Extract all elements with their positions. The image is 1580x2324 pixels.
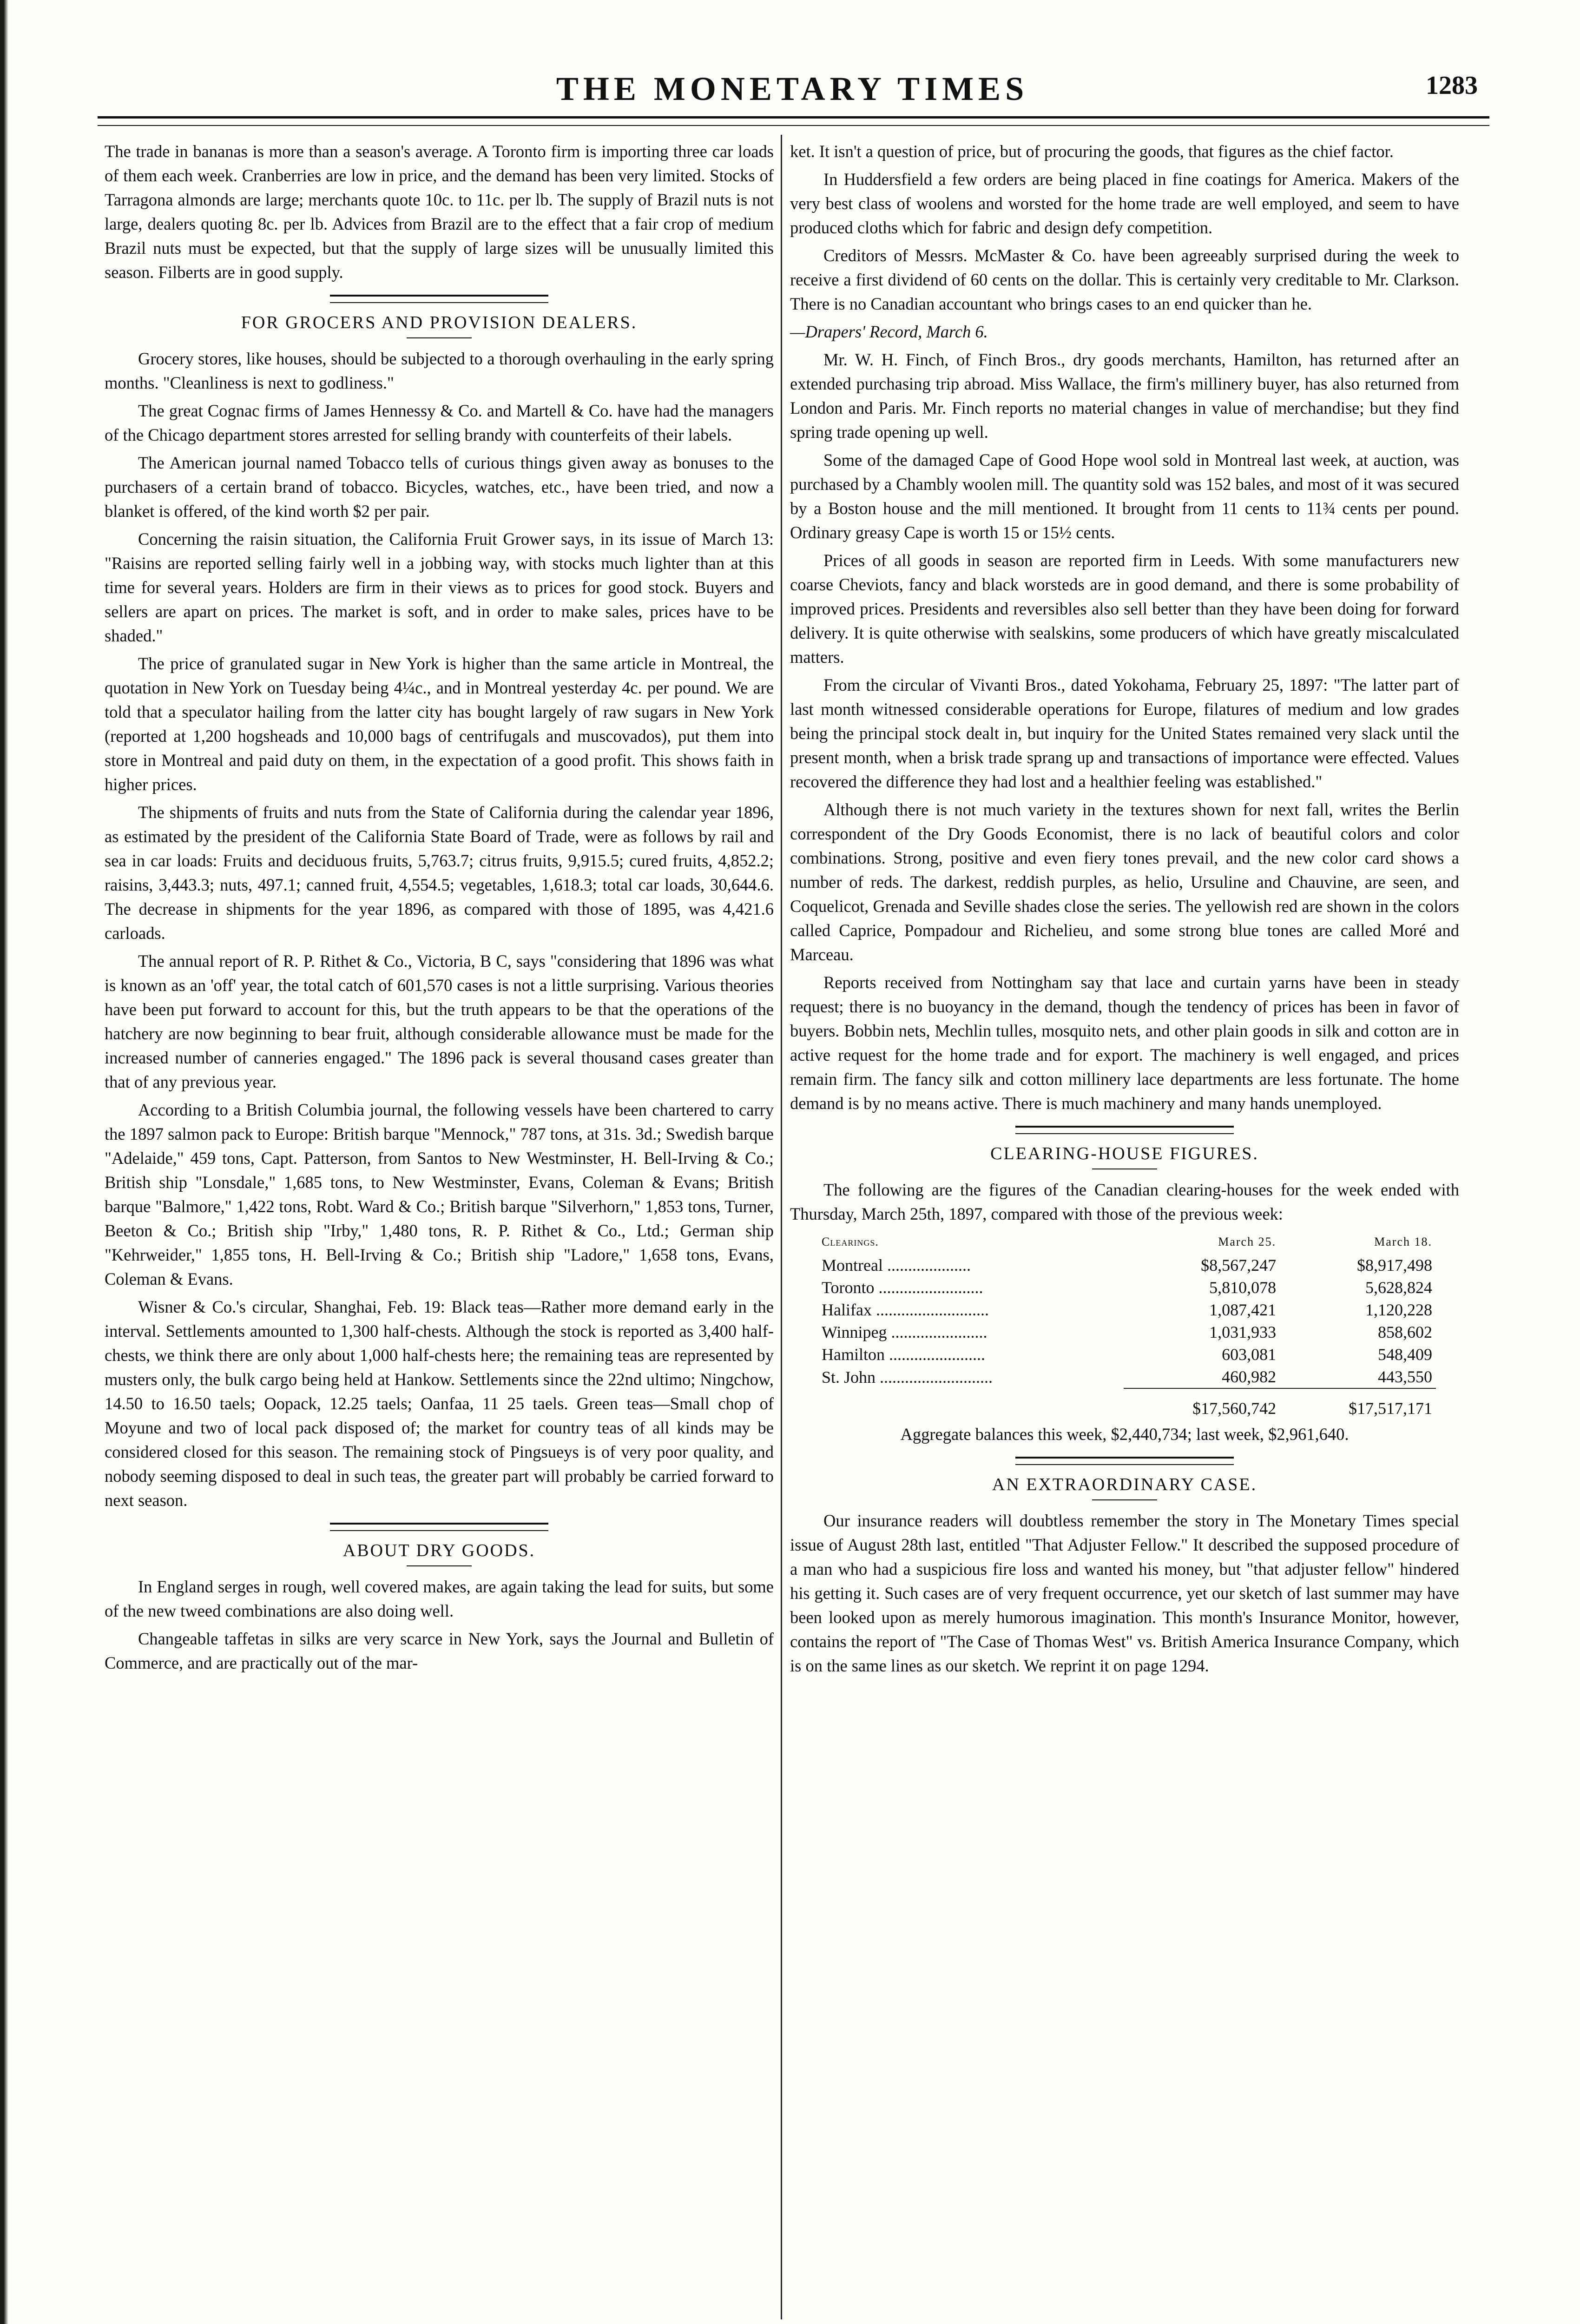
value-cell: 460,982 [1222,1367,1277,1386]
right-column [790,139,1459,2324]
table-header-row [818,1230,1436,1254]
table-row [818,1366,1436,1388]
column-header-clearings: Clearings. [822,1235,879,1248]
value-cell: $8,917,498 [1357,1256,1432,1274]
table-row [818,1276,1436,1299]
value-cell: 858,602 [1378,1323,1432,1341]
city-cell: Halifax ........................... [822,1301,989,1319]
heading-dash [407,1565,472,1566]
case-heading: AN EXTRAORDINARY CASE. [992,1475,1257,1494]
article-paragraph: The price of granulated sugar in New York is higher than the same article in Montreal, the quotation in New York on Tuesday being 4¼c., and in Montreal yesterday 4c. per pound. We are told that a speculator hailing from the latter city has bought largely of raw sugars in New York (reported at 1,200 hogsheads and 10,000 bags of centrifugals and muscovados), put them into store in Montreal and paid duty on them, in the expectation of a good profit. This shows faith in higher prices. [105,654,774,794]
table-row [818,1321,1436,1343]
article-paragraph: In England serges in rough, well covered makes, are again taking the lead for suits, but some of the new tweed combinations are also doing well. [105,1577,774,1620]
city-cell: Toronto ......................... [822,1278,983,1297]
column-divider [781,135,782,2319]
article-paragraph: Changeable taffetas in silks are very scarce in New York, says the Journal and Bulletin of Commerce, and are practically out of the mar- [105,1629,774,1672]
city-name: Toronto [822,1278,875,1297]
article-paragraph: Although there is not much variety in the textures shown for next fall, writes the Berlin correspondent of the Dry Goods Economist, there is no lack of beautiful colors and color combinations. Strong, positive and even fiery tones prevail, and the new color card shows a number of reds. The darkest, reddish purples, as helio, Ursuline and Chauvine, are seen, and Coquelicot, Grenada and Seville shades close the series. The yellowish red are shown in the colors called Caprice, Pompadour and Richelieu, and some strong blue tones are called Moré and Marceau. [790,800,1459,964]
value-cell: 548,409 [1378,1345,1432,1364]
city-cell: Winnipeg ....................... [822,1323,988,1341]
article-paragraph: Prices of all goods in season are reported firm in Leeds. With some manufacturers new coarse Cheviots, fancy and black worsteds are in good demand, and there is some probability of improved prices. Presidents and reversibles also sell better than they have been doing for forward delivery. It is quite otherwise with sealskins, some producers of which have greatly miscalculated matters. [790,551,1459,667]
city-cell: Hamilton ....................... [822,1345,985,1364]
value-cell: 603,081 [1222,1345,1277,1364]
article-paragraph: In Huddersfield a few orders are being placed in fine coatings for America. Makers of the very best class of woolens and worsted for the home trade are well employed, and seem to have produced cloths which for fabric and design defy competition. [790,170,1459,237]
grocers-heading: FOR GROCERS AND PROVISION DEALERS. [241,313,638,332]
source-attribution: —Drapers' Record, March 6. [790,322,988,341]
value-cell: 443,550 [1378,1367,1432,1386]
value-cell: 5,628,824 [1365,1278,1432,1297]
article-paragraph: Grocery stores, like houses, should be subjected to a thorough overhauling in the early spring months. "Cleanliness is next to godliness." [105,349,774,392]
value-cell: $8,567,247 [1201,1256,1277,1274]
city-name: Montreal [822,1256,883,1274]
clearing-table [818,1230,1436,1419]
heading-dash [1092,1499,1157,1500]
value-cell: 1,087,421 [1209,1301,1277,1319]
bananas-paragraph: The trade in bananas is more than a season's average. A Toronto firm is importing three car loads of them each week. Cranberries are low in price, and the demand has been very limited. Stocks of Tarragona almonds are large; merchants quote 10c. to 11c. per lb. The supply of Brazil nuts is not large, dealers quoting 8c. per lb. Advices from Brazil are to the effect that a fair crop of medium Brazil nuts must be expected, but that the supply of large sizes will be unusually limited this season. Filberts are in good supply. [105,142,774,282]
dry-goods-heading: ABOUT DRY GOODS. [342,1541,536,1560]
left-column [105,139,774,2324]
header-rule [98,116,1489,126]
article-paragraph: The annual report of R. P. Rithet & Co., Victoria, B C, says "considering that 1896 was what is known as an 'off' year, the total catch of 601,570 cases is not a little surprising. Various theories have been put forward to account for this, but the truth appears to be that the operations of the hatchery are now beginning to bear fruit, although considerable allowance must be made for the increased number of canneries engaged." The 1896 pack is several thousand cases greater than that of any previous year. [105,951,774,1091]
city-name: St. John [822,1367,876,1386]
article-paragraph: Reports received from Nottingham say that lace and curtain yarns have been in steady request; there is no buoyancy in the demand, though the tendency of prices has been in favor of buyers. Bobbin nets, Mechlin tulles, mosquito nets, and other plain goods in silk and cotton are in active request for the home trade and for export. The machinery is well engaged, and prices remain firm. The fancy silk and cotton millinery lace departments are less fortunate. The home demand is by no means active. There is much machinery and many hands unemployed. [790,973,1459,1113]
city-name: Halifax [822,1301,872,1319]
total-march-18: $17,517,171 [1280,1388,1436,1419]
article-paragraph: Concerning the raisin situation, the California Fruit Grower says, in its issue of March 13: "Raisins are reported selling fairly well in a jobbing way, with stocks much lighter than at this time for several years. Holders are firm in their views as to prices for good stock. Buyers and sellers are apart on prices. The market is soft, and in order to make sales, prices have to be shaded." [105,529,774,645]
column-header-march-18: March 18. [1374,1235,1432,1248]
heading-dash [407,337,472,338]
total-march-25: $17,560,742 [1124,1388,1280,1419]
article-paragraph: Some of the damaged Cape of Good Hope wool sold in Montreal last week, at auction, was purchased by a Chambly woolen mill. The quantity sold was 152 bales, and most of it was secured by a Boston house and the mill mentioned. It brought from 11 cents to 11¾ cents per pound. Ordinary greasy Cape is worth 15 or 15½ cents. [790,450,1459,542]
city-cell: St. John ........................... [822,1367,993,1386]
article-paragraph: The great Cognac firms of James Hennessy & Co. and Martell & Co. have had the managers of the Chicago department stores arrested for selling brandy with counterfeits of their labels. [105,401,774,444]
aggregate-balances: Aggregate balances this week, $2,440,734; last week, $2,961,640. [900,1425,1349,1444]
column-header-march-25: March 25. [1218,1235,1277,1248]
article-paragraph: The shipments of fruits and nuts from the State of California during the calendar year 1896, as estimated by the president of the California State Board of Trade, were as follows by rail and sea in car loads: Fruits and deciduous fruits, 5,763.7; citrus fruits, 9,915.5; cured fruits, 4,852.2; raisins, 3,443.3; nuts, 497.1; canned fruit, 4,554.5; vegetables, 1,618.3; total car loads, 30,644.6. The decrease in shipments for the year 1896, as compared with those of 1895, was 4,421.6 carloads. [105,803,774,943]
section-rule [330,295,548,303]
section-rule [1015,1457,1234,1465]
clearing-intro: The following are the figures of the Canadian clearing-houses for the week ended with Thursday, March 25th, 1897, compared with those of the previous week: [790,1180,1459,1223]
section-rule [1015,1126,1234,1134]
page-number: 1283 [1426,71,1478,100]
article-paragraph: Wisner & Co.'s circular, Shanghai, Feb. 19: Black teas—Rather more demand early in the interval. Settlements amounted to 1,300 half-chests. Although the stock is reported as 3,400 half-chests, we think there are only about 1,000 half-chests here; the remaining teas are represented by musters only, the bulk cargo being held at Hankow. Settlements since the 22nd ultimo; Ningchow, 14.50 to 16.50 taels; Oopack, 12.25 taels; Oanfaa, 11 25 taels. Green teas—Small chop of Moyune and two of local pack disposed of; the market for country teas of all kinds may be considered closed for this season. The remaining stock of Pingsueys is of very poor quality, and nobody seeming disposed to deal in such teas, the greater part will probably be carried forward to next season. [105,1297,774,1510]
value-cell: 5,810,078 [1209,1278,1277,1297]
continued-paragraph: ket. It isn't a question of price, but of procuring the goods, that figures as the chief factor. [790,142,1394,161]
binding-edge [0,0,19,2324]
article-paragraph: Mr. W. H. Finch, of Finch Bros., dry goods merchants, Hamilton, has returned after an extended purchasing trip abroad. Miss Wallace, the firm's millinery buyer, has also returned from London and Paris. Mr. Finch reports no material changes in value of merchandise; but they find spring trade opening up well. [790,350,1459,442]
section-rule [330,1523,548,1531]
article-paragraph: Our insurance readers will doubtless remember the story in The Monetary Times special issue of August 28th last, entitled "That Adjuster Fellow." It described the supposed procedure of a man who had a suspicious fire loss and wanted his money, but "that adjuster fellow" hindered his getting it. Such cases are of very frequent occurrence, yet our sketch of last summer may have been looked upon as merely humorous imagination. This month's Insurance Monitor, however, contains the report of "The Case of Thomas West" vs. British America Insurance Company, which is on the same lines as our sketch. We reprint it on page 1294. [790,1511,1459,1675]
value-cell: 1,120,228 [1365,1301,1432,1319]
article-paragraph: The American journal named Tobacco tells of curious things given away as bonuses to the purchasers of a certain brand of tobacco. Bicycles, watches, etc., have been tried, and now a blanket is offered, of the kind worth $2 per pair. [105,453,774,521]
city-name: Winnipeg [822,1323,887,1341]
table-row [818,1254,1436,1276]
value-cell: 1,031,933 [1209,1323,1277,1341]
article-paragraph: From the circular of Vivanti Bros., dated Yokohama, February 25, 1897: "The latter part of last month witnessed considerable operations for Europe, filatures of medium and low grades being the principal stock dealt in, but inquiry for the United States remained very slack until the present month, when a brisk trade sprang up and transactions of importance were effected. Values recovered the difference they had lost and a healthier feeling was established." [790,675,1459,791]
table-row [818,1343,1436,1366]
masthead [107,70,1478,112]
city-cell: Montreal .................... [822,1256,971,1274]
table-row [818,1299,1436,1321]
article-paragraph: According to a British Columbia journal, the following vessels have been chartered to carry the 1897 salmon pack to Europe: British barque "Mennock," 787 tons, at 31s. 3d.; Swedish barque "Adelaide," 459 tons, Capt. Patterson, from Santos to New Westminster, H. Bell-Irving & Co.; British ship "Lonsdale," 1,685 tons, to New Westminster, Evans, Coleman & Evans; British barque "Balmore," 1,422 tons, Robt. Ward & Co.; British barque "Silverhorn," 1,853 tons, Turner, Beeton & Co.; British ship "Irby," 1,480 tons, R. P. Rithet & Co., Ltd.; German ship "Kehrweider," 1,855 tons, H. Bell-Irving & Co.; British ship "Ladore," 1,658 tons, Evans, Coleman & Evans. [105,1100,774,1288]
city-name: Hamilton [822,1345,885,1364]
table-total-row [818,1388,1436,1419]
article-paragraph: Creditors of Messrs. McMaster & Co. have been agreeably surprised during the week to receive a first dividend of 60 cents on the dollar. This is certainly very creditable to Mr. Clarkson. There is no Canadian accountant who brings cases to an end quicker than he. [790,246,1459,313]
publication-title: THE MONETARY TIMES [556,70,1029,107]
clearing-heading: CLEARING-HOUSE FIGURES. [990,1144,1259,1163]
total-label-cell [818,1388,1124,1419]
